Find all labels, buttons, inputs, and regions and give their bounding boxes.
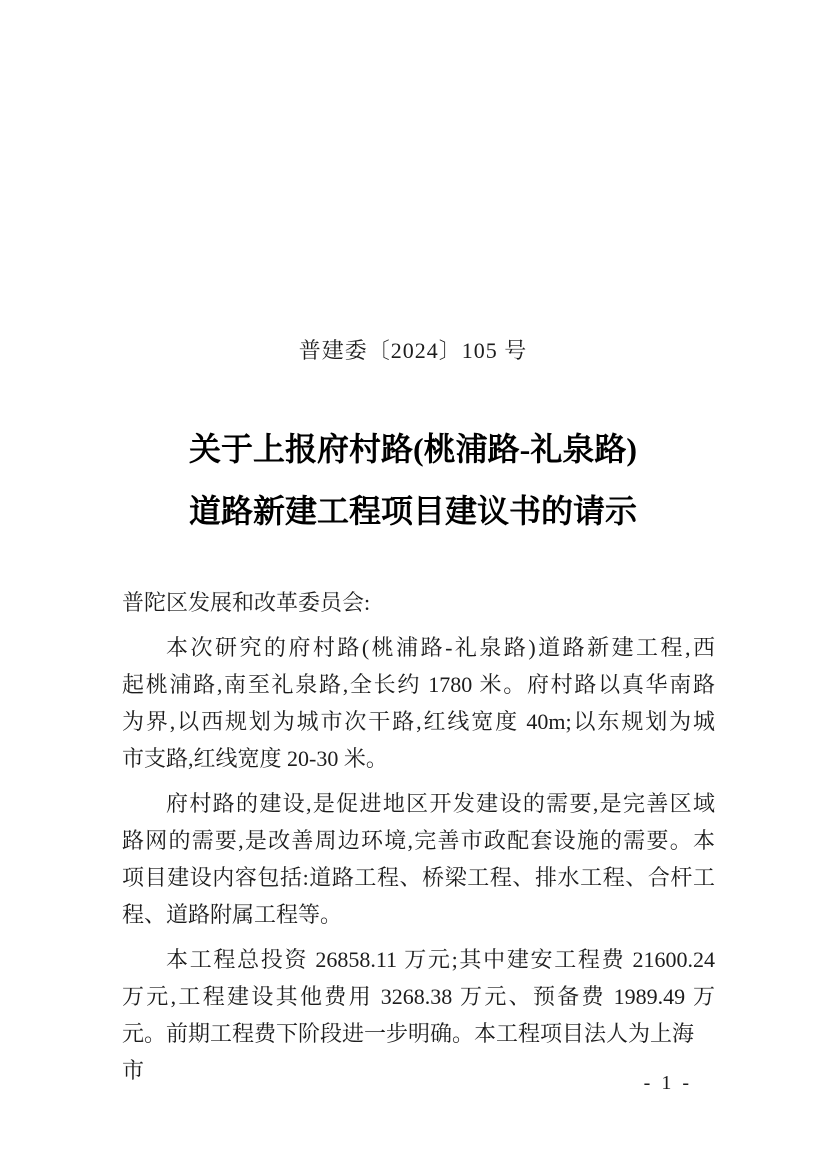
title-line-2: 道路新建工程项目建议书的请示 [188,493,637,529]
text-line: 本次研究的府村路(桃浦路-礼泉路)道路新建工程,西 [166,635,715,660]
text-line: 为界,以西规划为城市次干路,红线宽度 40m;以东规划为城 [122,709,715,734]
text-line: 本工程总投资 26858.11 万元;其中建安工程费 21600.24 [166,947,715,972]
text-line: 市支路,红线宽度 20-30 米。 [122,746,388,771]
text-line: 路网的需要,是改善周边环境,完善市政配套设施的需要。本 [122,828,715,853]
text-line: 起桃浦路,南至礼泉路,全长约 1780 米。府村路以真华南路 [122,672,715,697]
document-title [0,418,826,542]
text-line: 万元,工程建设其他费用 3268.38 万元、预备费 1989.49 万 [122,984,715,1009]
title-line-1: 关于上报府村路(桃浦路-礼泉路) [189,431,637,467]
doc-number: 普建委〔2024〕105 号 [298,338,528,363]
paragraph [122,785,715,933]
text-line: 程、道路附属工程等。 [122,902,343,927]
page-number: - 1 - [643,1072,692,1094]
document-body [122,584,715,1089]
salutation: 普陀区发展和改革委员会: [122,590,371,615]
text-line: 元。前期工程费下阶段进一步明确。本工程项目法人为上海市 [122,1021,695,1083]
text-line: 项目建设内容包括:道路工程、桥梁工程、排水工程、合杆工 [122,865,715,890]
paragraph [122,629,715,777]
paragraph [122,941,715,1089]
text-line: 府村路的建设,是促进地区开发建设的需要,是完善区域 [166,791,715,816]
